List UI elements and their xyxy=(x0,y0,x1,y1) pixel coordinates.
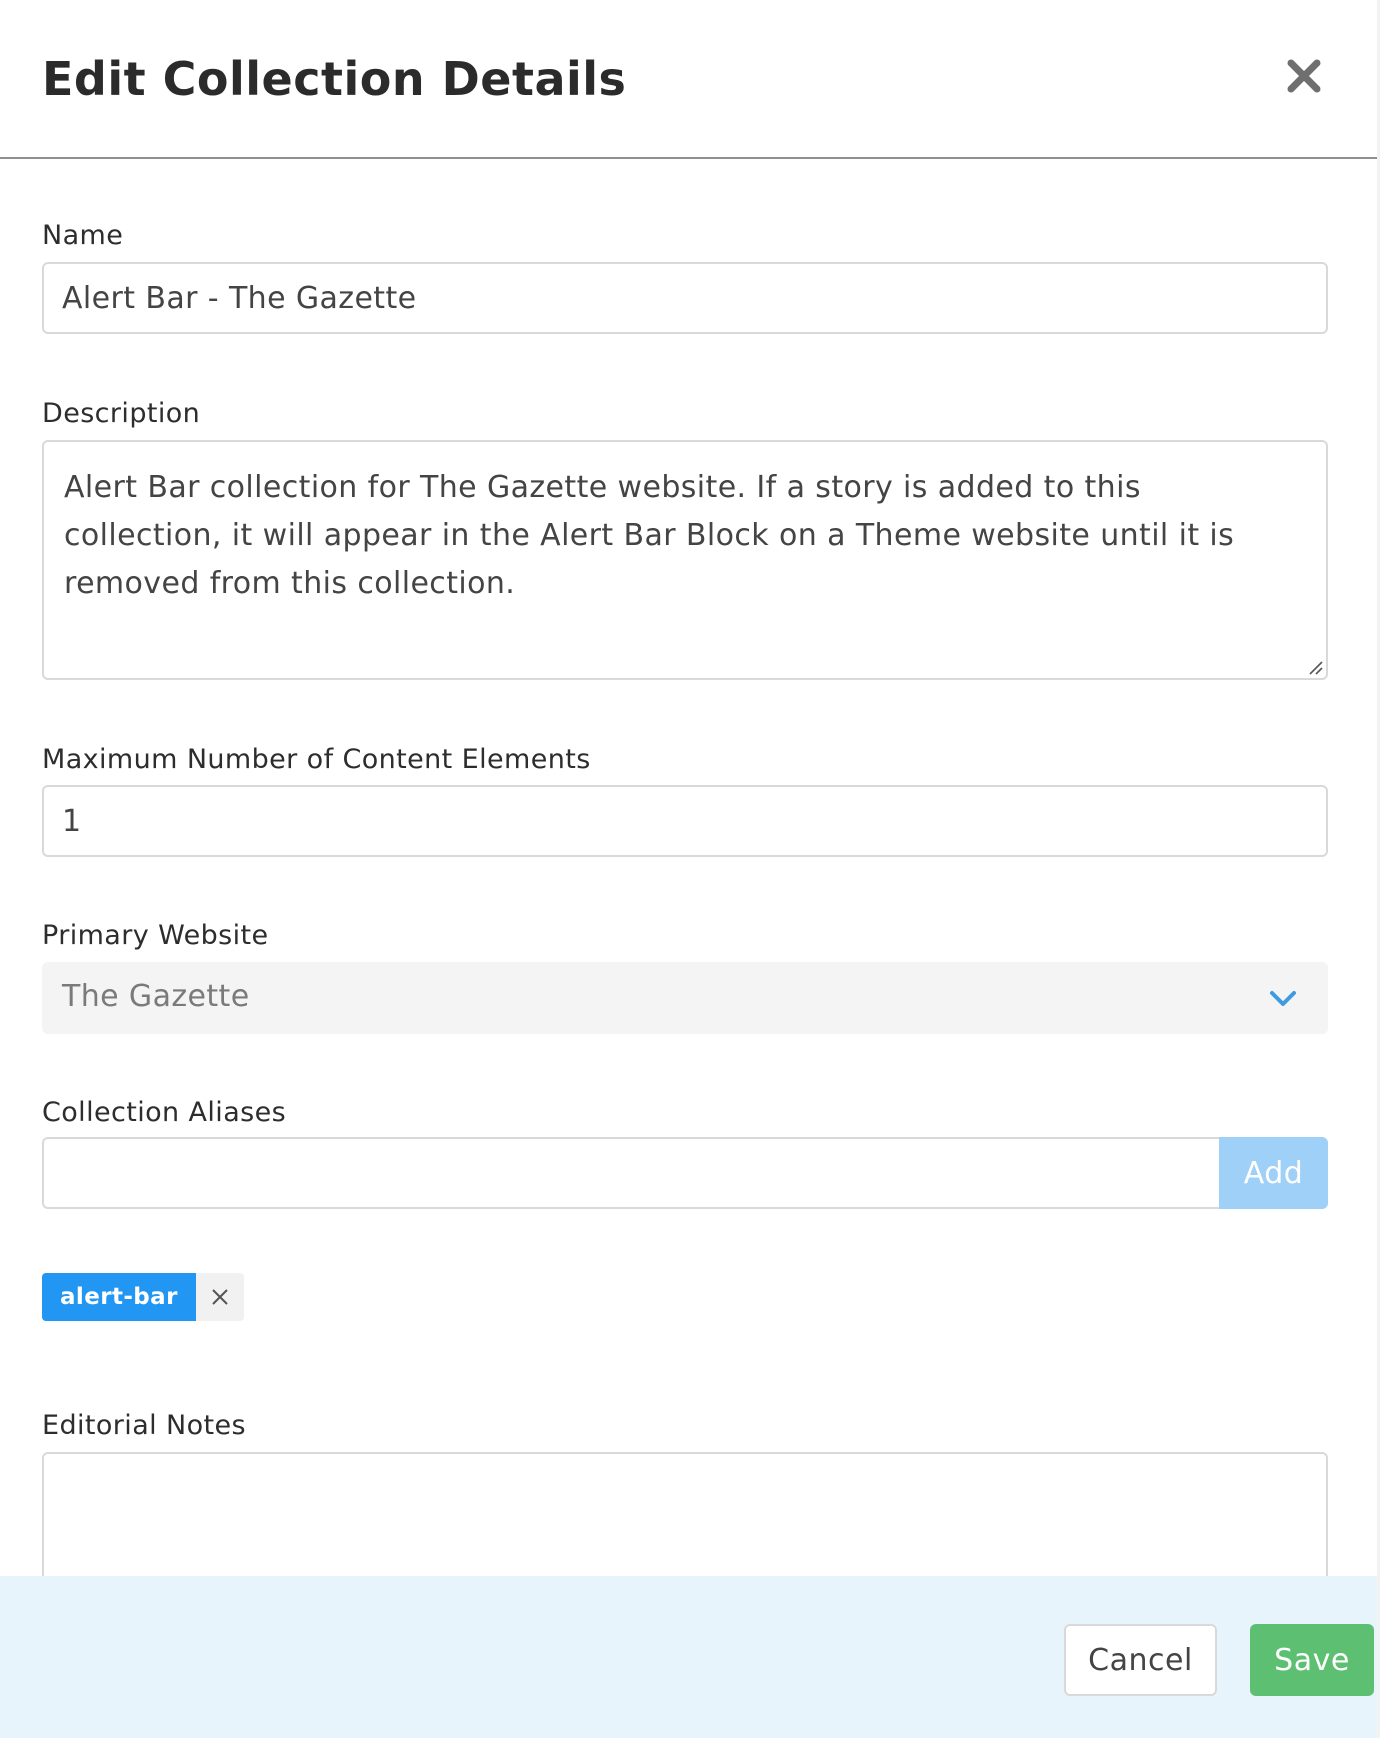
alias-tag xyxy=(42,1273,244,1321)
modal-footer xyxy=(0,1576,1377,1738)
modal-title: Edit Collection Details xyxy=(42,52,627,106)
max-elements-input[interactable] xyxy=(42,785,1328,857)
modal-header xyxy=(0,0,1377,159)
close-icon xyxy=(1282,54,1326,98)
alias-tag-label: alert-bar xyxy=(42,1273,196,1321)
name-input[interactable] xyxy=(42,262,1328,334)
close-icon xyxy=(210,1287,230,1307)
primary-website-label: Primary Website xyxy=(42,920,269,951)
add-alias-button[interactable]: Add xyxy=(1219,1137,1328,1209)
close-button[interactable] xyxy=(1282,54,1326,98)
chevron-down-icon xyxy=(1268,986,1298,1010)
name-label: Name xyxy=(42,220,124,251)
cancel-button[interactable]: Cancel xyxy=(1064,1624,1217,1696)
save-button[interactable]: Save xyxy=(1250,1624,1374,1696)
primary-website-value: The Gazette xyxy=(62,979,250,1014)
primary-website-select[interactable] xyxy=(42,962,1328,1034)
editorial-notes-label: Editorial Notes xyxy=(42,1410,247,1441)
description-textarea[interactable] xyxy=(42,440,1328,680)
remove-alias-button[interactable] xyxy=(196,1273,244,1321)
collection-aliases-label: Collection Aliases xyxy=(42,1097,287,1128)
resize-handle-icon[interactable] xyxy=(1306,658,1324,676)
description-label: Description xyxy=(42,398,201,429)
alias-input[interactable] xyxy=(42,1137,1220,1209)
max-elements-label: Maximum Number of Content Elements xyxy=(42,744,591,775)
